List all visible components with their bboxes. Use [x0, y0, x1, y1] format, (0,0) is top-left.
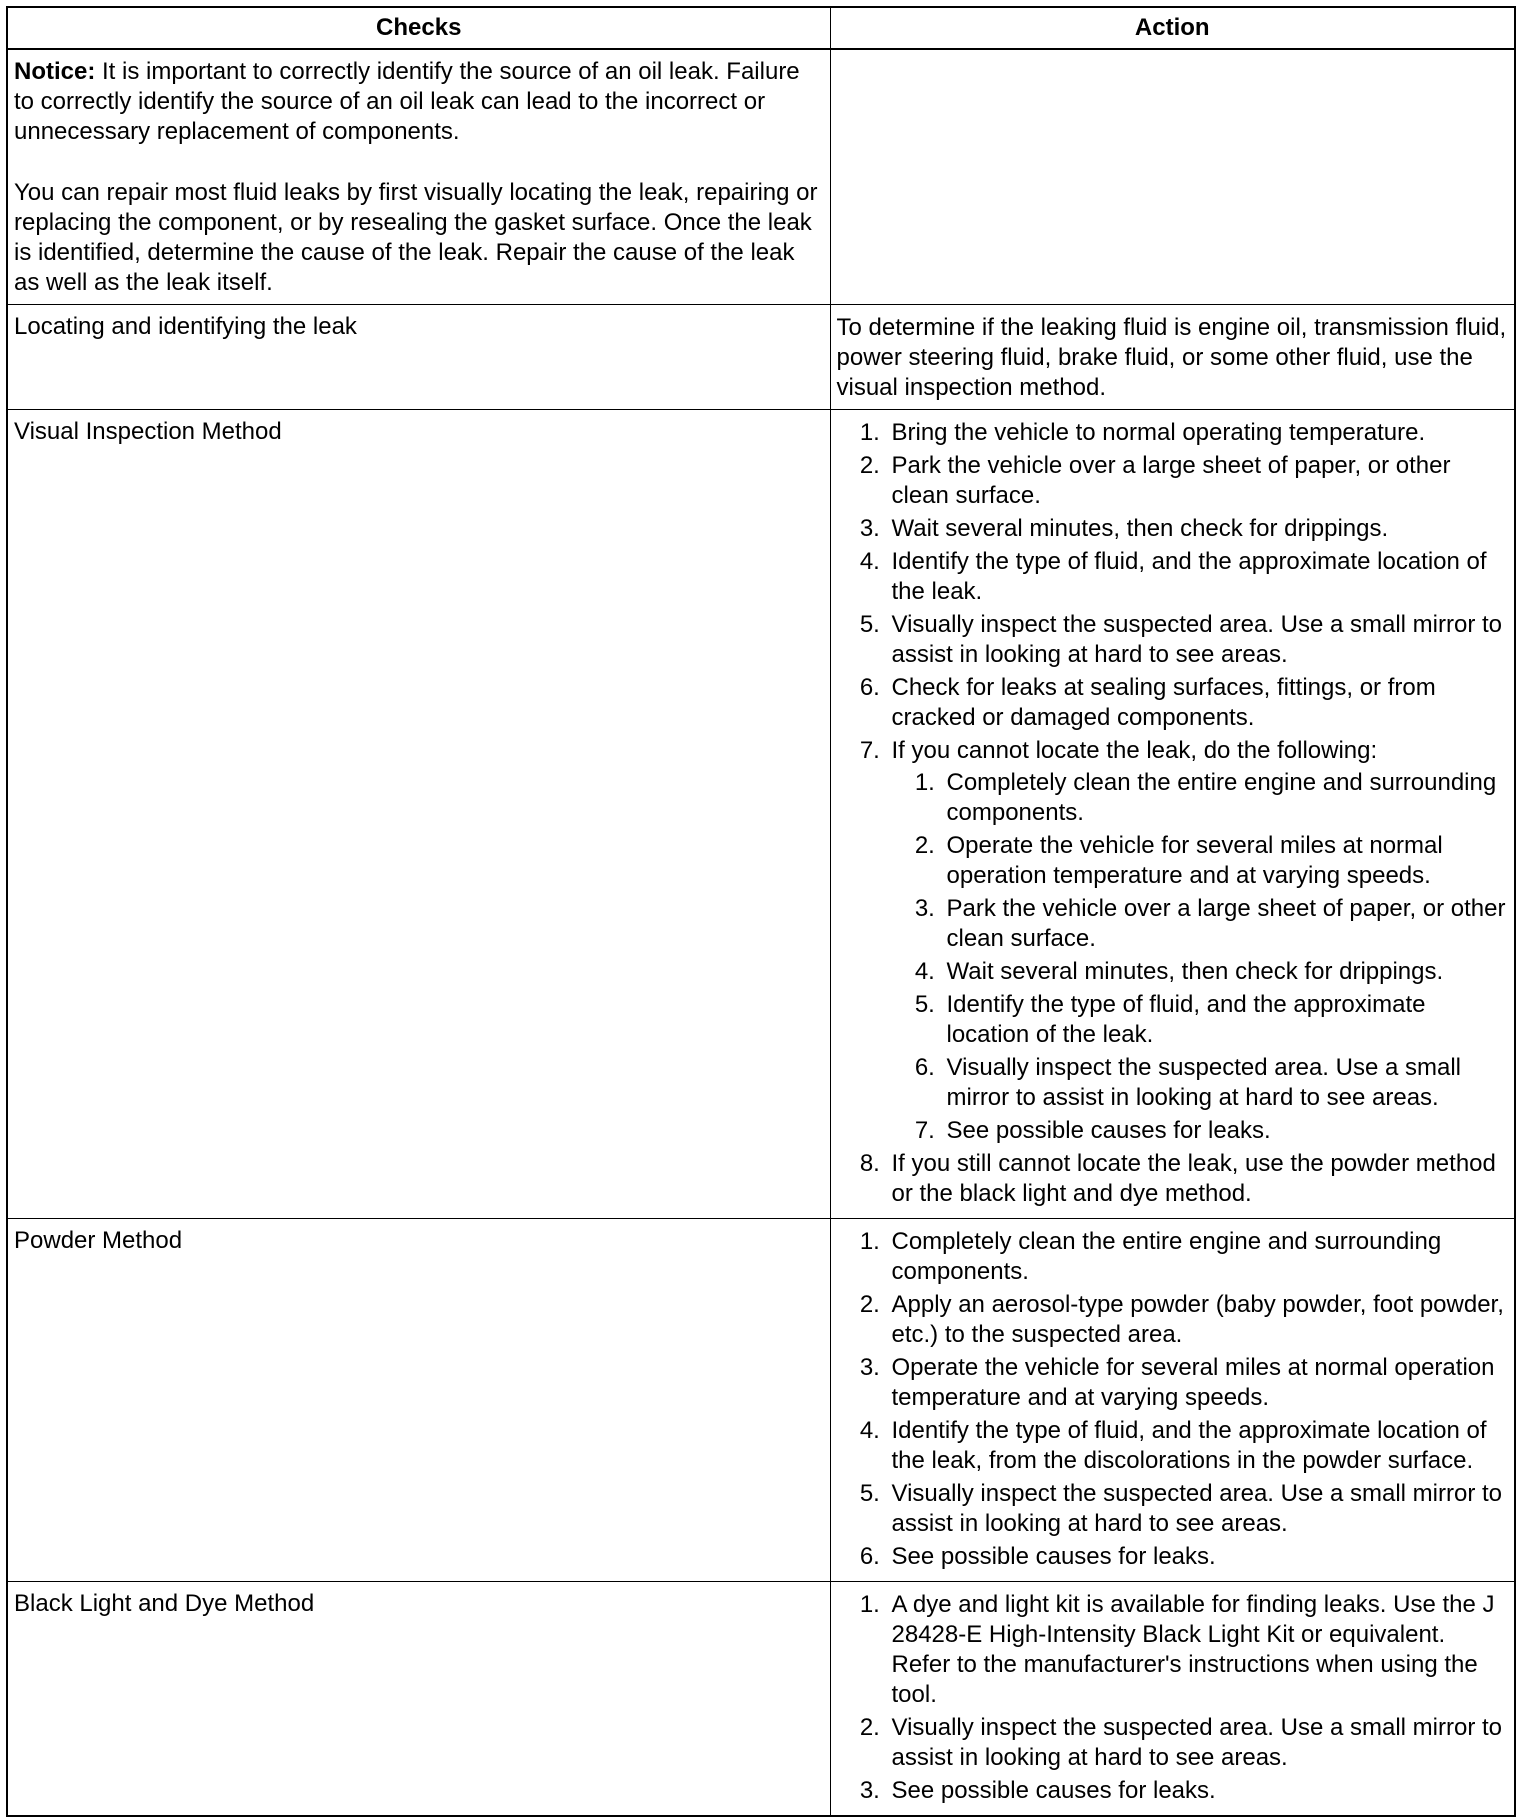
list-item: 1. A dye and light kit is available for finding leaks. Use the J 28428-E High-Intensity Black Light Kit or equivalent. Refer to the manufacturer's instructions when using the tool. — [887, 1590, 1511, 1710]
table-row-black-light — [7, 1582, 1515, 1817]
list-item: 6. See possible causes for leaks. — [887, 1542, 1511, 1572]
checks-action-table — [6, 6, 1516, 1817]
powder-action-cell — [830, 1219, 1515, 1582]
list-item — [887, 736, 1511, 1146]
notice-paragraph — [14, 57, 824, 147]
list-item: 3. Wait several minutes, then check for drippings. — [887, 514, 1511, 544]
notice-action-cell — [830, 49, 1515, 305]
list-item: 7. See possible causes for leaks. — [942, 1116, 1511, 1146]
notice-paragraph-2: You can repair most fluid leaks by first visually locating the leak, repairing or replacing the component, or by resealing the gasket surface. Once the leak is identified, determine the cause of the leak. Repair the cause of the leak as well as the leak itself. — [14, 179, 818, 296]
blacklight-steps-list — [837, 1590, 1511, 1806]
header-action: Action — [830, 7, 1515, 49]
header-checks: Checks — [7, 7, 830, 49]
header-row — [7, 7, 1515, 49]
powder-steps-list — [837, 1227, 1511, 1572]
locating-action-cell: To determine if the leaking fluid is engine oil, transmission fluid, power steering fluid, brake fluid, or some other fluid, use the visual inspection method. — [830, 305, 1515, 410]
list-item: 1. Completely clean the entire engine and surrounding components. — [942, 768, 1511, 828]
table-row-visual-inspection — [7, 410, 1515, 1219]
visual-substeps-list — [892, 768, 1511, 1146]
notice-cell — [7, 49, 830, 305]
list-item: 5. Visually inspect the suspected area. Use a small mirror to assist in looking at hard to see areas. — [887, 610, 1511, 670]
list-item: 3. Operate the vehicle for several miles at normal operation temperature and at varying speeds. — [887, 1353, 1511, 1413]
visual-steps-list — [837, 418, 1511, 1209]
table-row-locating — [7, 305, 1515, 410]
locating-check-cell: Locating and identifying the leak — [7, 305, 830, 410]
list-item: 2. Apply an aerosol-type powder (baby powder, foot powder, etc.) to the suspected area. — [887, 1290, 1511, 1350]
list-item: 1. Completely clean the entire engine and surrounding components. — [887, 1227, 1511, 1287]
list-item: 5. Identify the type of fluid, and the approximate location of the leak. — [942, 990, 1511, 1050]
table-row-powder — [7, 1219, 1515, 1582]
powder-check-cell: Powder Method — [7, 1219, 830, 1582]
list-item: 6. Check for leaks at sealing surfaces, fittings, or from cracked or damaged components. — [887, 673, 1511, 733]
list-item-text: If you cannot locate the leak, do the following: — [891, 737, 1378, 764]
notice-text: It is important to correctly identify the source of an oil leak. Failure to correctly identify the source of an oil leak can lead to the incorrect or unnecessary replacement of components. — [14, 58, 800, 145]
visual-check-cell: Visual Inspection Method — [7, 410, 830, 1219]
notice-label: Notice: — [14, 58, 96, 85]
list-item: 4. Wait several minutes, then check for drippings. — [942, 957, 1511, 987]
list-item: 2. Visually inspect the suspected area. Use a small mirror to assist in looking at hard to see areas. — [887, 1713, 1511, 1773]
list-item: 1. Bring the vehicle to normal operating temperature. — [887, 418, 1511, 448]
blacklight-check-cell: Black Light and Dye Method — [7, 1582, 830, 1817]
list-item: 3. Park the vehicle over a large sheet of paper, or other clean surface. — [942, 894, 1511, 954]
list-item: 2. Park the vehicle over a large sheet of paper, or other clean surface. — [887, 451, 1511, 511]
blacklight-action-cell — [830, 1582, 1515, 1817]
visual-action-cell — [830, 410, 1515, 1219]
list-item: 5. Visually inspect the suspected area. Use a small mirror to assist in looking at hard to see areas. — [887, 1479, 1511, 1539]
list-item: 8. If you still cannot locate the leak, use the powder method or the black light and dye method. — [887, 1149, 1511, 1209]
table-row-notice — [7, 49, 1515, 305]
list-item: 4. Identify the type of fluid, and the approximate location of the leak, from the discolorations in the powder surface. — [887, 1416, 1511, 1476]
list-item: 6. Visually inspect the suspected area. Use a small mirror to assist in looking at hard to see areas. — [942, 1053, 1511, 1113]
list-item: 3. See possible causes for leaks. — [887, 1776, 1511, 1806]
list-item: 2. Operate the vehicle for several miles at normal operation temperature and at varying speeds. — [942, 831, 1511, 891]
list-item: 4. Identify the type of fluid, and the approximate location of the leak. — [887, 547, 1511, 607]
